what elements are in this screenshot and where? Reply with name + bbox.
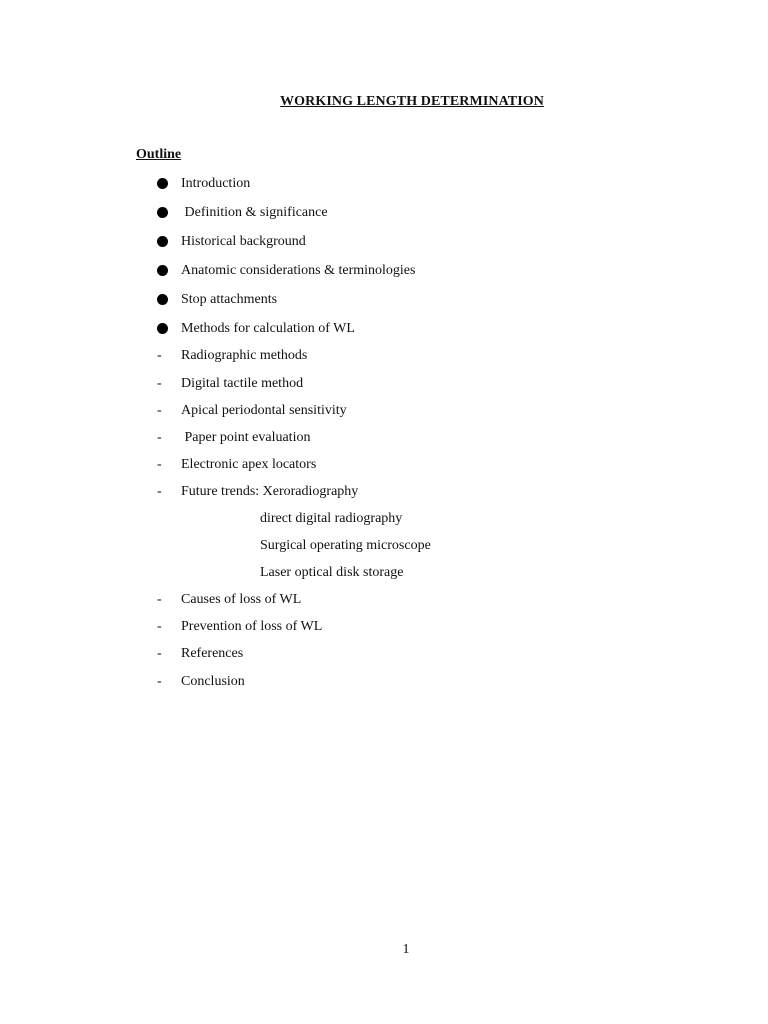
dash-marker: - <box>157 403 162 418</box>
bullet-dot-icon <box>157 178 168 189</box>
method-item-label: Paper point evaluation <box>181 430 311 445</box>
bullet-item-label: Stop attachments <box>181 292 278 307</box>
bullet-item-definition <box>0 203 328 223</box>
closing-item-causes <box>0 590 302 610</box>
method-item-apex-locators <box>0 455 317 475</box>
bullet-item-methods <box>0 319 355 339</box>
method-item-digital-tactile <box>0 374 304 394</box>
method-item-radiographic <box>0 346 308 366</box>
bullet-item-stop-attachments <box>0 290 278 310</box>
future-trend-sub-item <box>0 509 403 529</box>
bullet-dot-icon <box>157 323 168 334</box>
method-item-label: Radiographic methods <box>181 348 308 363</box>
outline-heading: Outline <box>136 147 182 162</box>
document-title: WORKING LENGTH DETERMINATION <box>280 94 544 109</box>
dash-marker: - <box>157 376 162 391</box>
bullet-item-anatomy <box>0 261 416 281</box>
method-item-paper-point <box>0 428 311 448</box>
dash-marker: - <box>157 484 162 499</box>
bullet-dot-icon <box>157 236 168 247</box>
future-trend-label: direct digital radiography <box>260 511 403 526</box>
method-item-label: Digital tactile method <box>181 376 304 391</box>
page-number: 1 <box>402 942 410 957</box>
method-item-future-trends <box>0 482 359 502</box>
bullet-dot-icon <box>157 207 168 218</box>
dash-marker: - <box>157 457 162 472</box>
method-item-label: Electronic apex locators <box>181 457 317 472</box>
dash-marker: - <box>157 619 162 634</box>
closing-item-conclusion <box>0 672 245 692</box>
closing-item-prevention <box>0 617 323 637</box>
dash-marker: - <box>157 674 162 689</box>
bullet-item-label: Historical background <box>181 234 306 249</box>
closing-item-label: Causes of loss of WL <box>181 592 302 607</box>
dash-marker: - <box>157 430 162 445</box>
bullet-item-history <box>0 232 306 252</box>
dash-marker: - <box>157 646 162 661</box>
closing-item-label: Conclusion <box>181 674 245 689</box>
future-trend-sub-item <box>0 563 404 583</box>
bullet-item-label: Anatomic considerations & terminologies <box>181 263 416 278</box>
bullet-dot-icon <box>157 294 168 305</box>
method-item-apical-sensitivity <box>0 401 347 421</box>
bullet-item-label: Introduction <box>181 176 251 191</box>
bullet-dot-icon <box>157 265 168 276</box>
dash-marker: - <box>157 348 162 363</box>
bullet-item-label: Definition & significance <box>181 205 328 220</box>
method-item-label: Apical periodontal sensitivity <box>181 403 347 418</box>
closing-item-label: References <box>181 646 244 661</box>
bullet-item-introduction <box>0 174 251 194</box>
bullet-item-label: Methods for calculation of WL <box>181 321 355 336</box>
dash-marker: - <box>157 592 162 607</box>
method-item-label: Future trends: Xeroradiography <box>181 484 359 499</box>
future-trend-label: Surgical operating microscope <box>260 538 431 553</box>
future-trend-label: Laser optical disk storage <box>260 565 404 580</box>
closing-item-label: Prevention of loss of WL <box>181 619 323 634</box>
future-trend-sub-item <box>0 536 431 556</box>
closing-item-references <box>0 644 244 664</box>
